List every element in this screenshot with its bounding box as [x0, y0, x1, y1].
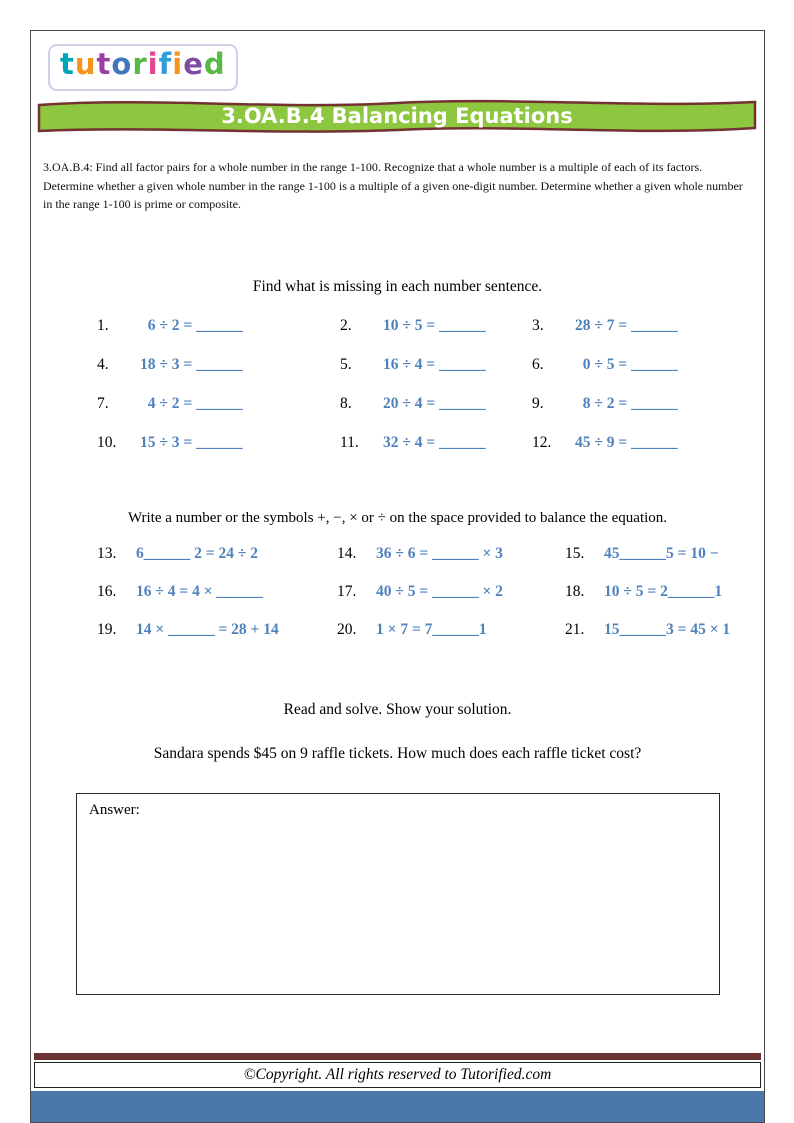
problem-item	[337, 545, 565, 583]
problem-equation: 1 × 7 = 7______1	[376, 621, 487, 638]
problem-item	[340, 395, 532, 434]
section2-problems	[97, 545, 790, 659]
problem-equation: 14 × ______ = 28 + 14	[136, 621, 279, 638]
problem-item	[565, 621, 790, 659]
logo-letter: r	[132, 47, 148, 81]
logo-letter: e	[183, 47, 204, 81]
problem-equation: 10 ÷ 5 = ______	[383, 317, 486, 334]
section2-instruction: Write a number or the symbols +, −, × or ÷ on the space provided to balance the equation.	[127, 510, 668, 526]
footer-bottom-bar	[31, 1091, 764, 1122]
problem-equation: 32 ÷ 4 = ______	[383, 434, 486, 451]
problem-number: 2.	[340, 317, 352, 334]
problem-equation: 28 ÷ 7 = ______	[575, 317, 678, 334]
problem-item	[532, 356, 762, 395]
logo-letter: i	[147, 47, 159, 81]
problem-equation: 36 ÷ 6 = ______ × 3	[376, 545, 503, 562]
problem-equation: 15 ÷ 3 = ______	[140, 434, 243, 451]
problem-equation: 45 ÷ 9 = ______	[575, 434, 678, 451]
logo-letter: d	[203, 47, 226, 81]
problem-item	[97, 317, 340, 356]
problem-item	[340, 356, 532, 395]
logo-letter: t	[60, 47, 75, 81]
problem-item	[97, 621, 337, 659]
copyright-box	[34, 1062, 761, 1088]
answer-box	[76, 793, 720, 995]
problem-item	[532, 434, 762, 473]
problem-item	[565, 545, 790, 583]
problem-item	[337, 621, 565, 659]
problem-equation: 6 ÷ 2 = ______	[140, 317, 243, 334]
problem-equation: 40 ÷ 5 = ______ × 2	[376, 583, 503, 600]
tutorified-logo	[48, 44, 238, 91]
problem-number: 7.	[97, 395, 109, 412]
problem-item	[97, 583, 337, 621]
problem-item	[97, 356, 340, 395]
problem-item	[97, 434, 340, 473]
logo-letter: t	[96, 47, 112, 81]
problem-equation: 6______ 2 = 24 ÷ 2	[136, 545, 258, 562]
problem-item	[340, 317, 532, 356]
word-problem-text: Sandara spends $45 on 9 raffle tickets. How much does each raffle ticket cost?	[153, 745, 642, 762]
problem-number: 17.	[337, 583, 357, 600]
problem-number: 19.	[97, 621, 117, 638]
worksheet-title: 3.OA.B.4 Balancing Equations	[221, 103, 573, 128]
problem-equation: 20 ÷ 4 = ______	[383, 395, 486, 412]
copyright-text: ©Copyright. All rights reserved to Tutorified.com	[243, 1066, 552, 1083]
problem-equation: 10 ÷ 5 = 2______1	[604, 583, 723, 600]
problem-equation: 18 ÷ 3 = ______	[140, 356, 243, 373]
logo-letter: i	[172, 47, 184, 81]
problem-equation: 8 ÷ 2 = ______	[575, 395, 678, 412]
problem-equation: 45______5 = 10 −	[604, 545, 719, 562]
problem-number: 6.	[532, 356, 544, 373]
answer-label: Answer:	[89, 802, 140, 818]
section3-instruction: Read and solve. Show your solution.	[283, 701, 512, 718]
problem-equation: 16 ÷ 4 = 4 × ______	[136, 583, 263, 600]
problem-number: 14.	[337, 545, 357, 562]
problem-item	[340, 434, 532, 473]
problem-number: 10.	[97, 434, 117, 451]
title-banner	[36, 93, 758, 141]
problem-equation: 4 ÷ 2 = ______	[140, 395, 243, 412]
problem-number: 11.	[340, 434, 359, 451]
problem-item	[532, 395, 762, 434]
problem-number: 8.	[340, 395, 352, 412]
section1-problems	[97, 317, 762, 473]
problem-number: 1.	[97, 317, 109, 334]
problem-number: 21.	[565, 621, 585, 638]
problem-equation: 15______3 = 45 × 1	[604, 621, 731, 638]
problem-item	[97, 395, 340, 434]
problem-item	[565, 583, 790, 621]
section1-instruction: Find what is missing in each number sentence.	[252, 278, 543, 295]
problem-number: 9.	[532, 395, 544, 412]
problem-number: 4.	[97, 356, 109, 373]
logo-letter: o	[111, 47, 133, 81]
problem-number: 3.	[532, 317, 544, 334]
problem-number: 13.	[97, 545, 117, 562]
problem-number: 12.	[532, 434, 552, 451]
problem-number: 18.	[565, 583, 585, 600]
standard-description: 3.OA.B.4: Find all factor pairs for a whole number in the range 1-100. Recognize that a whole number is a multiple of each of its factors. Determine whether a given whole number in the range 1-100 is a multiple of a given one-digit number. Determine whether a given whole number in the range 1-100 is prime or composite.	[43, 160, 743, 212]
problem-item	[532, 317, 762, 356]
problem-item	[337, 583, 565, 621]
worksheet-page	[30, 30, 765, 1123]
problem-equation: 16 ÷ 4 = ______	[383, 356, 486, 373]
problem-number: 15.	[565, 545, 585, 562]
problem-item	[97, 545, 337, 583]
problem-number: 20.	[337, 621, 357, 638]
logo-letter: f	[158, 47, 173, 81]
logo-letter: u	[74, 47, 97, 81]
problem-number: 16.	[97, 583, 117, 600]
footer-divider-bar	[34, 1053, 761, 1060]
problem-equation: 0 ÷ 5 = ______	[575, 356, 678, 373]
problem-number: 5.	[340, 356, 352, 373]
